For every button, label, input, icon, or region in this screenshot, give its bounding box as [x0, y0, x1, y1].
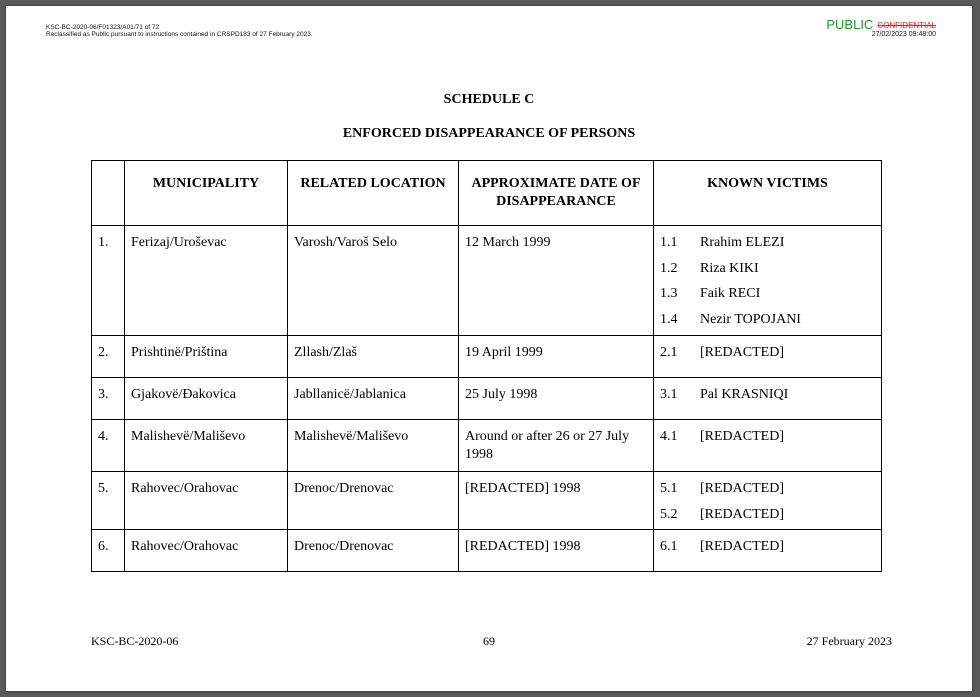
- footer-date: 27 February 2023: [806, 634, 892, 648]
- row-date: 25 July 1998: [459, 378, 654, 420]
- document-page: [6, 6, 972, 691]
- victim-id: 4.1: [660, 429, 678, 444]
- doc-reference: KSC-BC-2020-06/F01323/A01/71 of 72: [46, 24, 160, 31]
- row-municipality: Prishtinë/Priština: [125, 336, 288, 378]
- header-location: RELATED LOCATION: [288, 161, 459, 226]
- victim-name: [REDACTED]: [700, 345, 784, 360]
- victim-name: [REDACTED]: [700, 539, 784, 554]
- table-row: [92, 472, 882, 530]
- row-municipality: Malishevë/Mališevo: [125, 420, 288, 472]
- footer-page-number: 69: [483, 634, 495, 648]
- table-header-row: [92, 161, 882, 226]
- row-number: 3.: [92, 378, 125, 420]
- victim-id: 5.2: [660, 506, 678, 522]
- header-number: [92, 161, 125, 226]
- table-row: [92, 530, 882, 572]
- victim-entry: [660, 285, 875, 311]
- row-date: [REDACTED] 1998: [459, 472, 654, 530]
- victim-id: 1.2: [660, 260, 678, 276]
- victim-entry: [660, 260, 875, 286]
- reclassification-note: Reclassified as Public pursuant to instructions contained in CRSPD183 of 27 February 2023.: [46, 31, 313, 38]
- row-date: 19 April 1999: [459, 336, 654, 378]
- row-number: 1.: [92, 226, 125, 336]
- row-number: 2.: [92, 336, 125, 378]
- table-row: [92, 226, 882, 336]
- row-victims: [654, 336, 882, 378]
- victim-id: 6.1: [660, 539, 678, 554]
- row-date: [REDACTED] 1998: [459, 530, 654, 572]
- victim-id: 1.4: [660, 311, 678, 327]
- classification-public: PUBLIC: [826, 17, 874, 32]
- victim-entry: [660, 386, 875, 404]
- victim-id: 3.1: [660, 387, 678, 402]
- row-victims: [654, 420, 882, 472]
- table-row: [92, 378, 882, 420]
- classification-timestamp: 27/02/2023 09:48:00: [871, 31, 936, 38]
- victim-id: 5.1: [660, 481, 678, 496]
- victim-entry: [660, 506, 875, 524]
- table-row: [92, 336, 882, 378]
- row-location: Zllash/Zlaš: [288, 336, 459, 378]
- victim-entry: [660, 428, 875, 446]
- row-location: Drenoc/Drenovac: [288, 530, 459, 572]
- victim-name: Faik RECI: [700, 286, 761, 301]
- row-victims: [654, 472, 882, 530]
- victim-name: [REDACTED]: [700, 481, 784, 496]
- row-date: 12 March 1999: [459, 226, 654, 336]
- row-number: 5.: [92, 472, 125, 530]
- victim-id: 1.3: [660, 286, 678, 301]
- row-location: Varosh/Varoš Selo: [288, 226, 459, 336]
- victim-entry: [660, 311, 875, 329]
- victim-entry: [660, 234, 875, 260]
- row-number: 6.: [92, 530, 125, 572]
- victim-name: Pal KRASNIQI: [700, 387, 789, 402]
- classification-stamp: [826, 16, 936, 38]
- victim-entry: [660, 538, 875, 556]
- row-victims: [654, 378, 882, 420]
- row-victims: [654, 530, 882, 572]
- victim-id: 1.1: [660, 235, 678, 250]
- victim-entry: [660, 480, 875, 506]
- row-municipality: Rahovec/Orahovac: [125, 472, 288, 530]
- table-row: [92, 420, 882, 472]
- header-victims: KNOWN VICTIMS: [654, 161, 882, 226]
- victim-name: Nezir TOPOJANI: [700, 311, 801, 327]
- row-location: Drenoc/Drenovac: [288, 472, 459, 530]
- schedule-title: SCHEDULE C: [443, 92, 535, 107]
- victim-name: [REDACTED]: [700, 429, 784, 444]
- header-date: APPROXIMATE DATE OF DISAPPEARANCE: [459, 161, 654, 226]
- row-victims: [654, 226, 882, 336]
- victim-entry: [660, 344, 875, 362]
- row-number: 4.: [92, 420, 125, 472]
- victim-name: Riza KIKI: [700, 260, 759, 276]
- victim-name: Rrahim ELEZI: [700, 235, 785, 250]
- row-municipality: Ferizaj/Uroševac: [125, 226, 288, 336]
- classification-confidential-struck: CONFIDENTIAL: [877, 21, 936, 30]
- schedule-subtitle: ENFORCED DISAPPEARANCE OF PERSONS: [342, 126, 636, 141]
- header-municipality: MUNICIPALITY: [125, 161, 288, 226]
- victim-name: [REDACTED]: [700, 506, 784, 522]
- header-reference: [46, 24, 313, 38]
- row-date: Around or after 26 or 27 July 1998: [459, 420, 654, 472]
- row-municipality: Rahovec/Orahovac: [125, 530, 288, 572]
- row-location: Malishevë/Mališevo: [288, 420, 459, 472]
- victim-id: 2.1: [660, 345, 678, 360]
- row-location: Jabllanicë/Jablanica: [288, 378, 459, 420]
- footer-case-number: KSC-BC-2020-06: [91, 634, 179, 648]
- disappearance-table: [91, 160, 882, 572]
- row-municipality: Gjakovë/Đakovica: [125, 378, 288, 420]
